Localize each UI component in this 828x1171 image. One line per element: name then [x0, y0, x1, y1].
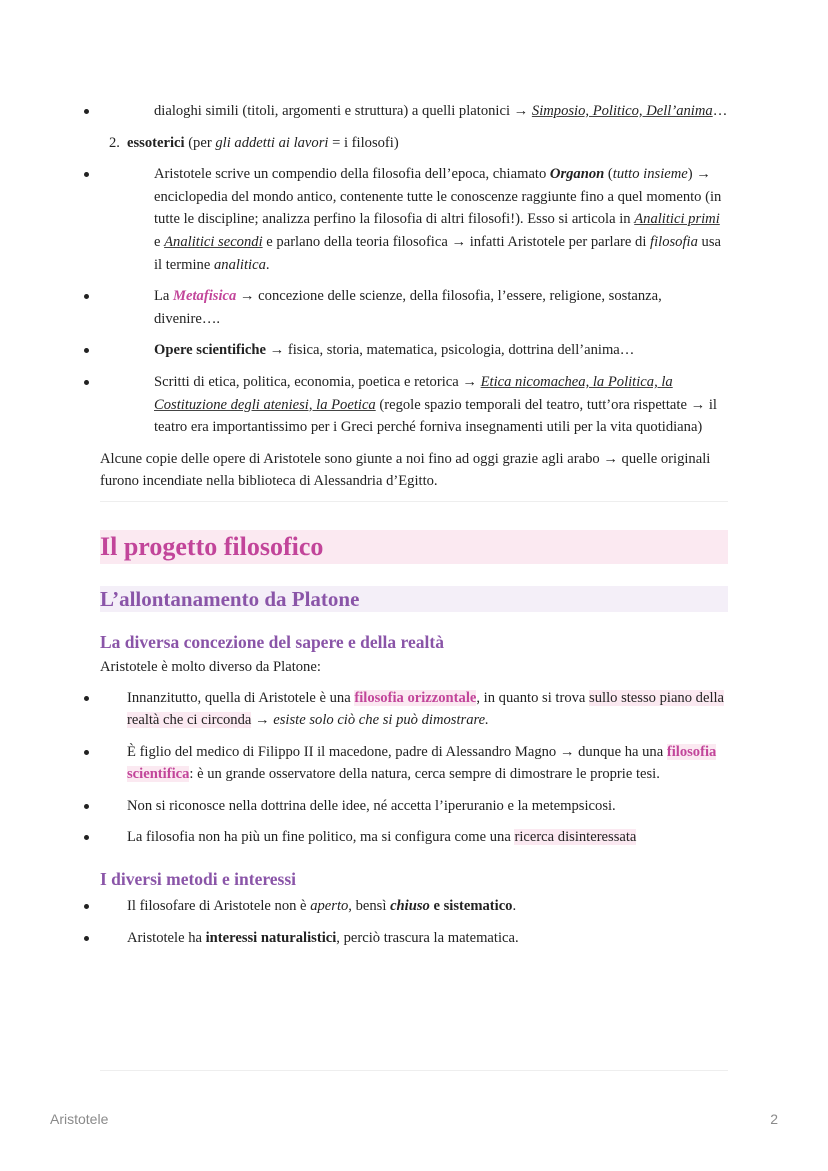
works-sublist-1	[100, 100, 728, 123]
list-item: Aristotele ha interessi naturalistici, perciò trascura la matematica.	[100, 927, 728, 950]
works-sublist-2	[100, 163, 728, 439]
divider	[100, 501, 728, 502]
heading-3: La diversa concezione del sapere e della realtà	[100, 631, 444, 652]
numbered-item-essoterici: 2. essoterici (per gli addetti ai lavori = i filosofi)	[109, 134, 399, 151]
methods-list	[100, 895, 728, 949]
list-item: Innanzitutto, quella di Aristotele è una filosofia orizzontale, in quanto si trova sullo stesso piano della realtà che ci circonda → esiste solo ciò che si può dimostrare.	[100, 687, 728, 732]
divider	[100, 1070, 728, 1071]
list-item: La filosofia non ha più un fine politico, ma si configura come una ricerca disinteressata	[100, 826, 728, 849]
list-item: Opere scientifiche → fisica, storia, matematica, psicologia, dottrina dell’anima…	[100, 339, 728, 362]
heading-2: L’allontanamento da Platone	[100, 586, 728, 612]
list-item: dialoghi simili (titoli, argomenti e struttura) a quelli platonici → Simposio, Politico, Dell’anima…	[100, 100, 728, 123]
list-item: Aristotele scrive un compendio della filosofia dell’epoca, chiamato Organon (tutto insieme) → enciclopedia del mondo antico, contenente tutte le conoscenze raggiunte fino a quel momento (in tutte le discipline; analizza perfino la filosofia di altri filosofi!). Esso si articola in Analitici primi e Analitici secondi e parlano della teoria filosofica → infatti Aristotele per parlare di filosofia usa il termine analitica.	[100, 163, 728, 276]
differences-list	[100, 687, 728, 850]
footer-page-number: 2	[770, 1111, 778, 1127]
heading-3: I diversi metodi e interessi	[100, 869, 297, 890]
heading-1: Il progetto filosofico	[100, 530, 728, 564]
list-item: Il filosofare di Aristotele non è aperto, bensì chiuso e sistematico.	[100, 895, 728, 918]
document-page	[100, 100, 728, 949]
list-item: Non si riconosce nella dottrina delle idee, né accetta l’iperuranio e la metempsicosi.	[100, 795, 728, 818]
paragraph: Aristotele è molto diverso da Platone:	[100, 658, 321, 675]
list-item: La Metafisica → concezione delle scienze, della filosofia, l’essere, religione, sostanza, divenire….	[100, 285, 728, 330]
list-item: Scritti di etica, politica, economia, poetica e retorica → Etica nicomachea, la Politica, la Costituzione degli ateniesi, la Poetica (regole spazio temporali del teatro, tutt’ora rispettate → il teatro era importantissimo per i Greci perché forniva insegnamenti utili per la vita quotidiana)	[100, 371, 728, 439]
footer-title: Aristotele	[50, 1111, 109, 1127]
list-item: È figlio del medico di Filippo II il macedone, padre di Alessandro Magno → dunque ha una filosofia scientifica: è un grande osservatore della natura, cerca sempre di dimostrare le proprie tesi.	[100, 741, 728, 786]
paragraph: Alcune copie delle opere di Aristotele sono giunte a noi fino ad oggi grazie agli arabo → quelle originali furono incendiate nella biblioteca di Alessandria d’Egitto.	[100, 450, 711, 490]
